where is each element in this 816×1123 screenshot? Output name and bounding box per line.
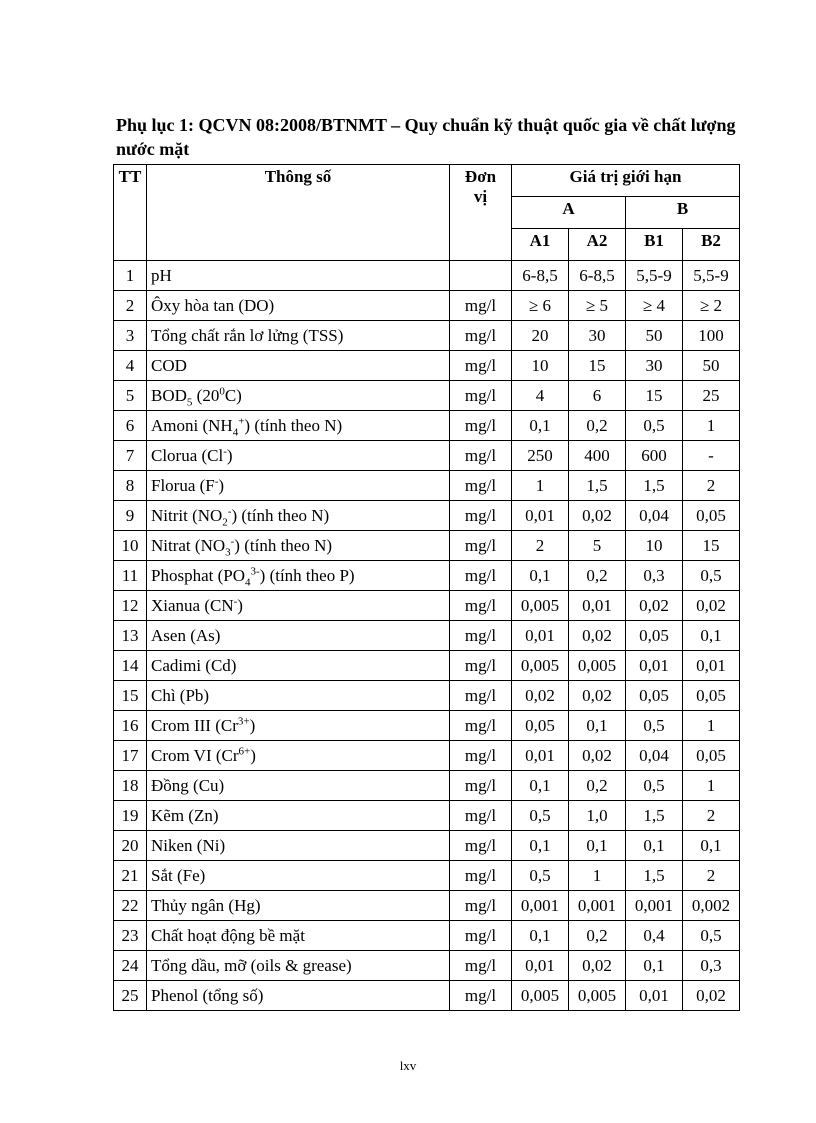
value-b1: 1,5	[626, 861, 683, 891]
row-number: 11	[114, 561, 147, 591]
value-a1: 0,01	[512, 621, 569, 651]
value-b2: 50	[683, 351, 740, 381]
value-b2: 0,1	[683, 831, 740, 861]
unit-cell	[450, 261, 512, 291]
parameter-name: Thủy ngân (Hg)	[147, 891, 450, 921]
row-number: 6	[114, 411, 147, 441]
header-param: Thông số	[147, 165, 450, 261]
value-a2: 0,2	[569, 561, 626, 591]
row-number: 22	[114, 891, 147, 921]
header-unit-label: Đơn vị	[464, 167, 497, 206]
value-b1: 0,04	[626, 741, 683, 771]
value-b1: 0,3	[626, 561, 683, 591]
value-b2: 0,3	[683, 951, 740, 981]
value-b2: 0,02	[683, 591, 740, 621]
parameter-name: $BOD_5$ $(20^0C)$	[147, 381, 450, 411]
parameter-name: Đồng (Cu)	[147, 771, 450, 801]
value-a2: 1,0	[569, 801, 626, 831]
parameter-name: Niken (Ni)	[147, 831, 450, 861]
value-b1: 0,01	[626, 651, 683, 681]
value-a2: 0,2	[569, 411, 626, 441]
table-row	[114, 351, 740, 381]
value-a1: 0,01	[512, 501, 569, 531]
table-row	[114, 441, 740, 471]
row-number: 5	[114, 381, 147, 411]
value-b2: 2	[683, 861, 740, 891]
value-b1: 0,1	[626, 831, 683, 861]
value-b1: 10	[626, 531, 683, 561]
header-unit	[450, 165, 512, 261]
parameter-name: Amoni $(NH_4^+)$ (tính theo N)	[147, 411, 450, 441]
value-a2: 0,1	[569, 831, 626, 861]
value-a1: 0,1	[512, 561, 569, 591]
value-b2: -	[683, 441, 740, 471]
parameter-name: Tổng chất rắn lơ lửng (TSS)	[147, 321, 450, 351]
value-b1: 0,01	[626, 981, 683, 1011]
row-number: 25	[114, 981, 147, 1011]
row-number: 8	[114, 471, 147, 501]
value-b1: 0,4	[626, 921, 683, 951]
value-a2: 0,005	[569, 981, 626, 1011]
table-row	[114, 771, 740, 801]
value-b2: 5,5-9	[683, 261, 740, 291]
value-a2: ≥ 5	[569, 291, 626, 321]
row-number: 4	[114, 351, 147, 381]
row-number: 17	[114, 741, 147, 771]
value-b2: 0,5	[683, 921, 740, 951]
value-a1: 6-8,5	[512, 261, 569, 291]
table-row	[114, 831, 740, 861]
table-row	[114, 621, 740, 651]
value-a1: 0,005	[512, 981, 569, 1011]
parameter-name: Clorua (Cl-)	[147, 441, 450, 471]
table-row	[114, 861, 740, 891]
value-a1: 0,02	[512, 681, 569, 711]
unit-cell: mg/l	[450, 921, 512, 951]
header-tt: TT	[114, 165, 147, 261]
value-a1: 0,5	[512, 801, 569, 831]
unit-cell: mg/l	[450, 651, 512, 681]
value-b1: 1,5	[626, 801, 683, 831]
value-b1: 0,05	[626, 621, 683, 651]
value-b1: 50	[626, 321, 683, 351]
table-body	[114, 261, 740, 1011]
value-a1: 2	[512, 531, 569, 561]
parameter-name: Phosphat $(PO_4^{3-})$ (tính theo P)	[147, 561, 450, 591]
table-row	[114, 801, 740, 831]
value-a1: 0,001	[512, 891, 569, 921]
header-a2: A2	[569, 229, 626, 261]
row-number: 15	[114, 681, 147, 711]
value-b2: 0,05	[683, 681, 740, 711]
value-b1: 0,05	[626, 681, 683, 711]
unit-cell: mg/l	[450, 411, 512, 441]
value-b1: 1,5	[626, 471, 683, 501]
value-b2: 25	[683, 381, 740, 411]
value-a2: 0,02	[569, 741, 626, 771]
value-b2: 0,1	[683, 621, 740, 651]
page-title: Phụ lục 1: QCVN 08:2008/BTNMT – Quy chuẩn kỹ thuật quốc gia về chất lượng nước mặt	[116, 115, 736, 159]
parameter-name: Nitrat $(NO_3^-)$ (tính theo N)	[147, 531, 450, 561]
parameter-name: Asen (As)	[147, 621, 450, 651]
table-row	[114, 291, 740, 321]
row-number: 18	[114, 771, 147, 801]
value-a2: 1	[569, 861, 626, 891]
parameter-name: Chì (Pb)	[147, 681, 450, 711]
row-number: 20	[114, 831, 147, 861]
value-b2: ≥ 2	[683, 291, 740, 321]
unit-cell: mg/l	[450, 861, 512, 891]
row-number: 16	[114, 711, 147, 741]
header-b1: B1	[626, 229, 683, 261]
table-row	[114, 951, 740, 981]
value-a1: 0,01	[512, 741, 569, 771]
header-group-a: A	[512, 197, 626, 229]
row-number: 7	[114, 441, 147, 471]
value-a2: 0,001	[569, 891, 626, 921]
parameter-name: Xianua (CN-)	[147, 591, 450, 621]
header-limit: Giá trị giới hạn	[512, 165, 740, 197]
parameter-name: Crom VI $(Cr^{6+})$	[147, 741, 450, 771]
value-b2: 15	[683, 531, 740, 561]
value-a1: 250	[512, 441, 569, 471]
unit-cell: mg/l	[450, 831, 512, 861]
value-b1: 600	[626, 441, 683, 471]
value-b2: 2	[683, 801, 740, 831]
table-row	[114, 741, 740, 771]
row-number: 13	[114, 621, 147, 651]
table-row	[114, 591, 740, 621]
value-b1: 5,5-9	[626, 261, 683, 291]
header-a1: A1	[512, 229, 569, 261]
value-b1: 0,5	[626, 411, 683, 441]
value-a1: 1	[512, 471, 569, 501]
table-row	[114, 561, 740, 591]
table-row	[114, 711, 740, 741]
value-b2: 0,05	[683, 741, 740, 771]
value-b2: 2	[683, 471, 740, 501]
value-a1: 0,05	[512, 711, 569, 741]
parameter-name: Phenol (tổng số)	[147, 981, 450, 1011]
parameter-name: Crom III $(Cr^{3+})$	[147, 711, 450, 741]
value-a2: 30	[569, 321, 626, 351]
value-a1: 0,005	[512, 651, 569, 681]
page-number: lxv	[399, 1058, 417, 1073]
value-a1: ≥ 6	[512, 291, 569, 321]
unit-cell: mg/l	[450, 291, 512, 321]
table-row	[114, 381, 740, 411]
unit-cell: mg/l	[450, 591, 512, 621]
unit-cell: mg/l	[450, 891, 512, 921]
row-number: 10	[114, 531, 147, 561]
unit-cell: mg/l	[450, 681, 512, 711]
parameter-name: COD	[147, 351, 450, 381]
unit-cell: mg/l	[450, 531, 512, 561]
parameter-name: Sắt (Fe)	[147, 861, 450, 891]
unit-cell: mg/l	[450, 951, 512, 981]
row-number: 2	[114, 291, 147, 321]
table-row	[114, 531, 740, 561]
value-b1: 0,04	[626, 501, 683, 531]
value-a2: 5	[569, 531, 626, 561]
value-a1: 4	[512, 381, 569, 411]
parameter-name: pH	[147, 261, 450, 291]
value-b1: 0,001	[626, 891, 683, 921]
value-b2: 0,01	[683, 651, 740, 681]
unit-cell: mg/l	[450, 321, 512, 351]
parameter-name: Nitrit $(NO_2^-)$ (tính theo N)	[147, 501, 450, 531]
table-row	[114, 681, 740, 711]
value-a2: 0,02	[569, 681, 626, 711]
value-a1: 0,1	[512, 771, 569, 801]
table-row	[114, 651, 740, 681]
unit-cell: mg/l	[450, 441, 512, 471]
water-quality-table	[113, 164, 740, 1011]
row-number: 14	[114, 651, 147, 681]
unit-cell: mg/l	[450, 801, 512, 831]
unit-cell: mg/l	[450, 621, 512, 651]
table-row	[114, 261, 740, 291]
unit-cell: mg/l	[450, 561, 512, 591]
value-a2: 0,02	[569, 951, 626, 981]
table-row	[114, 411, 740, 441]
parameter-name: Cadimi (Cd)	[147, 651, 450, 681]
row-number: 9	[114, 501, 147, 531]
value-a1: 0,005	[512, 591, 569, 621]
value-b1: ≥ 4	[626, 291, 683, 321]
value-a1: 20	[512, 321, 569, 351]
value-b1: 30	[626, 351, 683, 381]
value-a2: 0,2	[569, 921, 626, 951]
value-a1: 0,1	[512, 921, 569, 951]
value-a2: 0,2	[569, 771, 626, 801]
value-a2: 0,02	[569, 621, 626, 651]
row-number: 24	[114, 951, 147, 981]
unit-cell: mg/l	[450, 981, 512, 1011]
row-number: 1	[114, 261, 147, 291]
value-a2: 0,005	[569, 651, 626, 681]
value-a2: 15	[569, 351, 626, 381]
value-a2: 1,5	[569, 471, 626, 501]
row-number: 12	[114, 591, 147, 621]
value-a1: 0,1	[512, 831, 569, 861]
parameter-name: Ôxy hòa tan (DO)	[147, 291, 450, 321]
table-row	[114, 501, 740, 531]
row-number: 23	[114, 921, 147, 951]
value-a2: 0,02	[569, 501, 626, 531]
value-a2: 0,01	[569, 591, 626, 621]
unit-cell: mg/l	[450, 351, 512, 381]
value-b1: 0,5	[626, 711, 683, 741]
value-a2: 6	[569, 381, 626, 411]
value-a2: 400	[569, 441, 626, 471]
unit-cell: mg/l	[450, 771, 512, 801]
value-b1: 0,5	[626, 771, 683, 801]
row-number: 21	[114, 861, 147, 891]
value-b2: 0,05	[683, 501, 740, 531]
table-row	[114, 921, 740, 951]
table-row	[114, 981, 740, 1011]
value-b2: 0,5	[683, 561, 740, 591]
table-row	[114, 471, 740, 501]
value-a1: 0,1	[512, 411, 569, 441]
value-b2: 0,02	[683, 981, 740, 1011]
value-b1: 0,02	[626, 591, 683, 621]
parameter-name: Florua (F-)	[147, 471, 450, 501]
parameter-name: Tổng dầu, mỡ (oils & grease)	[147, 951, 450, 981]
unit-cell: mg/l	[450, 471, 512, 501]
parameter-name: Kẽm (Zn)	[147, 801, 450, 831]
value-b2: 1	[683, 711, 740, 741]
parameter-name: Chất hoạt động bề mặt	[147, 921, 450, 951]
value-b1: 15	[626, 381, 683, 411]
unit-cell: mg/l	[450, 381, 512, 411]
header-group-b: B	[626, 197, 740, 229]
unit-cell: mg/l	[450, 741, 512, 771]
value-a1: 0,5	[512, 861, 569, 891]
header-b2: B2	[683, 229, 740, 261]
value-b1: 0,1	[626, 951, 683, 981]
value-a2: 6-8,5	[569, 261, 626, 291]
unit-cell: mg/l	[450, 711, 512, 741]
unit-cell: mg/l	[450, 501, 512, 531]
value-a1: 10	[512, 351, 569, 381]
table-row	[114, 891, 740, 921]
row-number: 3	[114, 321, 147, 351]
value-b2: 1	[683, 771, 740, 801]
row-number: 19	[114, 801, 147, 831]
value-b2: 1	[683, 411, 740, 441]
value-b2: 100	[683, 321, 740, 351]
table-row	[114, 321, 740, 351]
value-a2: 0,1	[569, 711, 626, 741]
value-a1: 0,01	[512, 951, 569, 981]
value-b2: 0,002	[683, 891, 740, 921]
